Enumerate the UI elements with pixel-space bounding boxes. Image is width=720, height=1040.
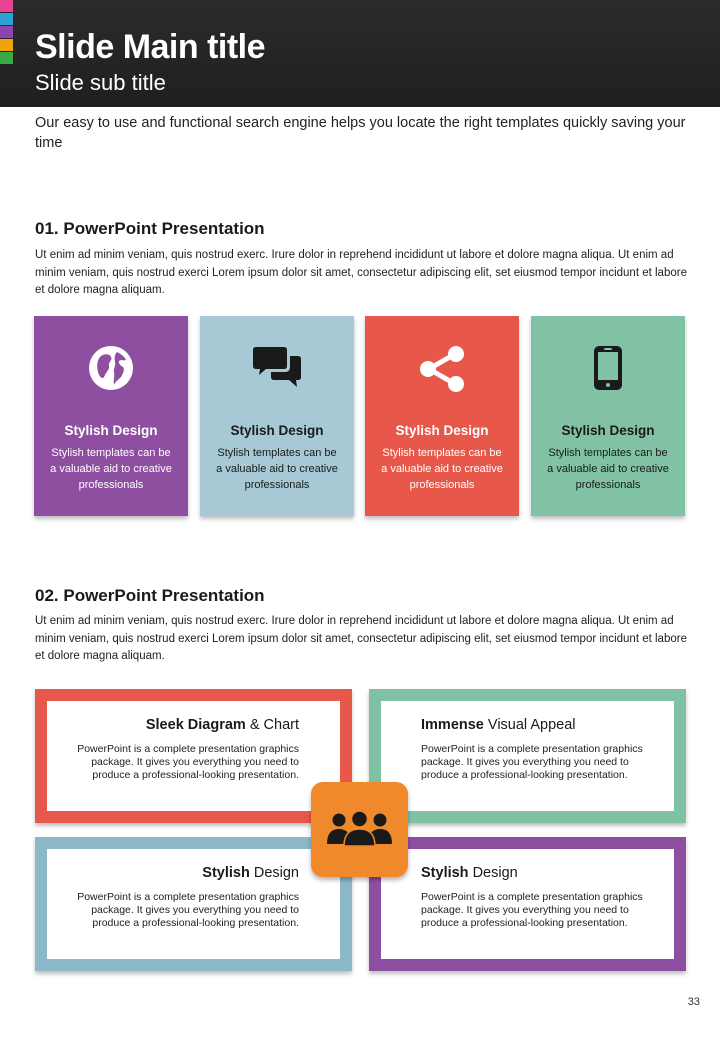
quadrant-title: Sleek Diagram & Chart: [145, 717, 299, 733]
quadrant-title: Stylish Design: [202, 865, 299, 881]
card-text: Stylish templates can be a valuable aid to creative professionals: [50, 447, 172, 491]
color-tabs: [0, 0, 13, 65]
feature-card-phone: [531, 316, 685, 516]
page-title: Slide Main title: [35, 28, 266, 66]
feature-card-globe: [34, 316, 188, 516]
group-people-icon: [326, 810, 393, 848]
quadrant-text: PowerPoint is a complete presentation graphics package. It gives you everything you need to produce a professional-looking presentation.: [77, 743, 299, 781]
quadrant-title: Immense Visual Appeal: [421, 717, 576, 733]
card-text: Stylish templates can be a valuable aid to creative professionals: [547, 447, 669, 491]
color-tab: [0, 0, 13, 12]
share-icon: [417, 344, 467, 394]
center-badge: [311, 782, 408, 877]
color-tab: [0, 26, 13, 38]
card-title: Stylish Design: [64, 423, 158, 438]
page-number: 33: [687, 996, 700, 1008]
quadrant-title: Stylish Design: [421, 865, 518, 881]
quadrant-box-top-left: [35, 689, 352, 823]
color-tab: [0, 52, 13, 64]
section1-title: 01. PowerPoint Presentation: [35, 219, 265, 238]
card-title: Stylish Design: [395, 423, 489, 438]
section2-title: 02. PowerPoint Presentation: [35, 586, 265, 605]
card-text: Stylish templates can be a valuable aid to creative professionals: [381, 447, 503, 491]
quadrant-box-bottom-left: [35, 837, 352, 971]
color-tab: [0, 39, 13, 51]
chat-bubbles-icon: [252, 344, 302, 394]
smartphone-icon: [592, 344, 624, 392]
feature-card-chat: [200, 316, 354, 516]
section2-text: Ut enim ad minim veniam, quis nostrud exerc. Irure dolor in reprehend incididunt ut labore et dolore magna aliqua. Ut enim ad minim veniam, quis nostrud exerci Lorem ipsum dolor sit amet, consectetur adipiscing elit, set eiusmod tempor incidunt et labore et dolore magna aliquam.: [35, 615, 687, 662]
feature-card-share: [365, 316, 519, 516]
page-subtitle: Slide sub title: [35, 70, 166, 95]
card-title: Stylish Design: [561, 423, 655, 438]
quadrant-text: PowerPoint is a complete presentation graphics package. It gives you everything you need to produce a professional-looking presentation.: [421, 743, 643, 781]
quadrant-text: PowerPoint is a complete presentation graphics package. It gives you everything you need to produce a professional-looking presentation.: [77, 891, 299, 929]
quadrant-text: PowerPoint is a complete presentation graphics package. It gives you everything you need to produce a professional-looking presentation.: [421, 891, 643, 929]
card-text: Stylish templates can be a valuable aid to creative professionals: [216, 447, 338, 491]
quadrant-box-top-right: [369, 689, 686, 823]
section1-text: Ut enim ad minim veniam, quis nostrud exerc. Irure dolor in reprehend incididunt ut labore et dolore magna aliqua. Ut enim ad minim veniam, quis nostrud exerci Lorem ipsum dolor sit amet, consectetur adipiscing elit, set eiusmod tempor incidunt et labore et dolore magna aliquam.: [35, 249, 687, 296]
header-bar: [0, 0, 720, 107]
color-tab: [0, 13, 13, 25]
globe-icon: [87, 344, 135, 392]
quadrant-box-bottom-right: [369, 837, 686, 971]
intro-text: Our easy to use and functional search engine helps you locate the right templates quickly saving your time: [35, 115, 686, 151]
card-title: Stylish Design: [230, 423, 324, 438]
